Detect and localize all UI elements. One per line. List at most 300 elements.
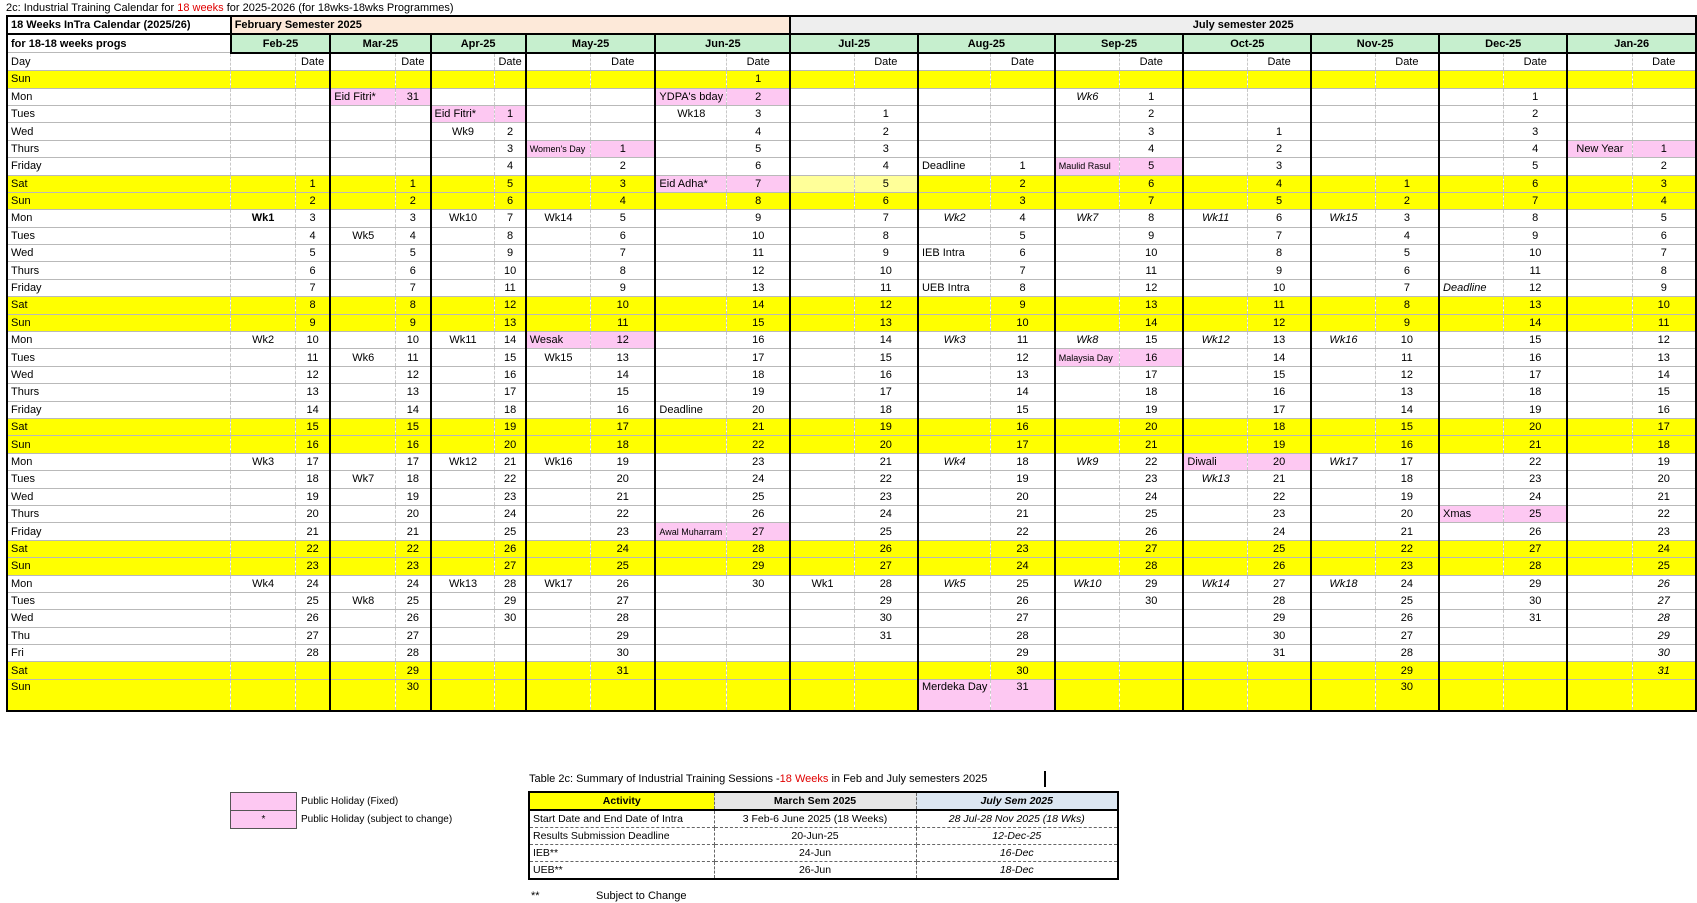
note-cell <box>1311 88 1375 105</box>
note-cell <box>1439 575 1504 592</box>
note-cell <box>1311 662 1375 679</box>
note-cell <box>1311 227 1375 244</box>
date-cell: 28 <box>495 575 526 592</box>
calendar-row <box>7 227 1696 244</box>
holiday-label: Wesak <box>526 332 591 349</box>
date-cell: 15 <box>1247 366 1311 383</box>
note-cell <box>1183 175 1247 192</box>
note-cell <box>1567 627 1632 644</box>
note-cell <box>918 227 991 244</box>
calendar-row <box>7 192 1696 209</box>
note-cell <box>1567 679 1632 711</box>
summary-activity: Results Submission Deadline <box>529 828 714 845</box>
note-cell <box>655 488 726 505</box>
note-cell <box>1311 610 1375 627</box>
date-cell: 3 <box>591 175 656 192</box>
footnote-text: Subject to Change <box>596 890 687 902</box>
note-cell <box>1055 314 1120 331</box>
date-cell: 23 <box>1247 505 1311 522</box>
note-cell <box>431 227 495 244</box>
date-cell: 19 <box>591 453 656 470</box>
date-cell: 9 <box>1504 227 1568 244</box>
note-cell <box>330 540 395 557</box>
note-cell <box>918 297 991 314</box>
footnote <box>531 890 687 902</box>
day-name: Tues <box>7 227 231 244</box>
date-cell <box>1504 662 1568 679</box>
note-cell <box>1439 210 1504 227</box>
date-cell <box>1375 158 1439 175</box>
note-cell <box>1311 523 1375 540</box>
holiday-label: Malaysia Day <box>1055 349 1120 366</box>
date-cell: 27 <box>1632 592 1696 609</box>
date-column-label: Date <box>1247 53 1311 71</box>
note-cell <box>231 297 296 314</box>
note-cell: IEB Intra <box>918 245 991 262</box>
day-name: Thurs <box>7 505 231 522</box>
month-header: Sep-25 <box>1055 34 1184 52</box>
note-cell <box>1183 418 1247 435</box>
day-name: Friday <box>7 279 231 296</box>
day-name: Sat <box>7 175 231 192</box>
date-cell: 7 <box>1632 245 1696 262</box>
date-cell: 16 <box>854 366 918 383</box>
date-cell: 12 <box>727 262 791 279</box>
date-cell: 12 <box>591 332 656 349</box>
date-cell: 1 <box>495 105 526 122</box>
date-cell: 2 <box>295 192 330 209</box>
date-cell: 17 <box>727 349 791 366</box>
note-cell <box>330 210 395 227</box>
week-label: Wk13 <box>431 575 495 592</box>
note-cell <box>918 123 991 140</box>
date-cell: 20 <box>1120 418 1184 435</box>
note-cell <box>1055 245 1120 262</box>
month-header-row <box>7 34 1696 52</box>
week-label: Wk3 <box>918 332 991 349</box>
note-cell <box>1311 175 1375 192</box>
date-cell: 30 <box>1504 592 1568 609</box>
note-cell <box>1439 349 1504 366</box>
day-name: Wed <box>7 123 231 140</box>
summary-header-activity: Activity <box>529 792 714 810</box>
note-cell <box>1183 123 1247 140</box>
note-cell <box>1439 610 1504 627</box>
date-cell: 24 <box>396 575 431 592</box>
note-cell <box>431 245 495 262</box>
note-cell <box>526 610 591 627</box>
note-cell <box>790 297 854 314</box>
calendar-row <box>7 384 1696 401</box>
note-cell <box>1439 679 1504 711</box>
week-label: Wk3 <box>231 453 296 470</box>
date-cell: 5 <box>854 175 918 192</box>
month-header: Jan-26 <box>1567 34 1696 52</box>
note-cell <box>526 105 591 122</box>
note-cell <box>1439 471 1504 488</box>
date-cell: 28 <box>991 627 1055 644</box>
note-cell <box>1311 436 1375 453</box>
note-cell <box>1567 88 1632 105</box>
date-cell: 29 <box>1504 575 1568 592</box>
date-cell <box>991 71 1055 88</box>
date-cell: 16 <box>1504 349 1568 366</box>
holiday-label: New Year <box>1567 140 1632 157</box>
date-cell: 25 <box>727 488 791 505</box>
note-cell <box>231 88 296 105</box>
legend-swatch-change: * <box>231 811 297 829</box>
week-label: Wk18 <box>1311 575 1375 592</box>
note-cell <box>655 453 726 470</box>
note-cell <box>1567 192 1632 209</box>
note-cell <box>655 592 726 609</box>
note-cell <box>655 662 726 679</box>
note-cell <box>790 610 854 627</box>
note-cell <box>431 645 495 662</box>
date-cell: 21 <box>1120 436 1184 453</box>
summary-july-value: 12-Dec-25 <box>916 828 1118 845</box>
date-cell: 4 <box>591 192 656 209</box>
date-cell: 14 <box>1632 366 1696 383</box>
note-cell <box>1567 610 1632 627</box>
date-cell <box>1120 679 1184 711</box>
date-cell: 7 <box>495 210 526 227</box>
calendar-row <box>7 262 1696 279</box>
note-cell <box>1439 245 1504 262</box>
date-cell: 8 <box>1504 210 1568 227</box>
date-column-label: Date <box>854 53 918 71</box>
note-cell <box>1567 505 1632 522</box>
date-cell: 1 <box>1375 175 1439 192</box>
date-cell: 25 <box>1504 505 1568 522</box>
note-cell <box>655 575 726 592</box>
date-cell: 3 <box>727 105 791 122</box>
note-cell <box>1311 262 1375 279</box>
note-cell <box>655 123 726 140</box>
date-cell: 18 <box>591 436 656 453</box>
note-cell <box>526 297 591 314</box>
date-cell: 21 <box>495 453 526 470</box>
note-cell <box>655 505 726 522</box>
note-cell <box>1055 384 1120 401</box>
note-cell <box>655 627 726 644</box>
note-cell <box>655 418 726 435</box>
date-cell: 8 <box>991 279 1055 296</box>
note-cell <box>330 297 395 314</box>
note-cell <box>231 505 296 522</box>
date-cell: 9 <box>1375 314 1439 331</box>
note-cell <box>1183 505 1247 522</box>
note-cell <box>655 349 726 366</box>
note-cell <box>431 627 495 644</box>
note-cell <box>1567 592 1632 609</box>
week-column-label <box>330 53 395 71</box>
note-cell <box>1055 627 1120 644</box>
date-cell: 1 <box>396 175 431 192</box>
note-cell: UEB Intra <box>918 279 991 296</box>
date-cell: 26 <box>591 575 656 592</box>
date-cell: 2 <box>854 123 918 140</box>
date-cell: 16 <box>591 401 656 418</box>
date-cell: 21 <box>1247 471 1311 488</box>
week-label: Wk6 <box>330 349 395 366</box>
summary-table <box>528 791 1119 880</box>
note-cell <box>1439 297 1504 314</box>
note-cell <box>1439 453 1504 470</box>
date-cell: 24 <box>1247 523 1311 540</box>
date-cell: 6 <box>396 262 431 279</box>
date-cell: 13 <box>396 384 431 401</box>
note-cell <box>431 401 495 418</box>
note-cell <box>231 123 296 140</box>
day-name: Mon <box>7 88 231 105</box>
calendar-row <box>7 123 1696 140</box>
note-cell <box>431 297 495 314</box>
date-column-label: Date <box>1120 53 1184 71</box>
day-name: Sun <box>7 436 231 453</box>
date-cell <box>1120 662 1184 679</box>
date-cell: 20 <box>854 436 918 453</box>
date-cell <box>396 140 431 157</box>
date-cell: 9 <box>1632 279 1696 296</box>
note-cell <box>1439 540 1504 557</box>
week-label: Wk1 <box>231 210 296 227</box>
date-cell <box>1504 645 1568 662</box>
note-cell <box>1567 262 1632 279</box>
calendar-row <box>7 679 1696 711</box>
date-cell: 11 <box>727 245 791 262</box>
date-cell: 9 <box>591 279 656 296</box>
date-cell: 1 <box>1120 88 1184 105</box>
date-cell: 22 <box>591 505 656 522</box>
date-cell: 9 <box>396 314 431 331</box>
note-cell <box>1311 488 1375 505</box>
calendar-row <box>7 332 1696 349</box>
date-cell: 18 <box>495 401 526 418</box>
date-cell <box>727 679 791 711</box>
day-column-label: Day <box>7 53 231 71</box>
note-cell <box>1439 123 1504 140</box>
date-cell <box>991 140 1055 157</box>
date-cell: 11 <box>295 349 330 366</box>
date-cell: 22 <box>1120 453 1184 470</box>
date-cell: 23 <box>591 523 656 540</box>
date-cell: 5 <box>991 227 1055 244</box>
date-cell: 24 <box>1375 575 1439 592</box>
note-cell <box>1567 175 1632 192</box>
date-cell: 7 <box>854 210 918 227</box>
date-cell: 25 <box>1247 540 1311 557</box>
date-cell: 11 <box>591 314 656 331</box>
july-semester-label: July semester 2025 <box>790 16 1696 34</box>
note-cell <box>526 592 591 609</box>
note-cell <box>431 488 495 505</box>
note-cell <box>1311 245 1375 262</box>
note-cell <box>431 262 495 279</box>
week-label: Wk12 <box>431 453 495 470</box>
note-cell <box>1311 679 1375 711</box>
date-cell: 30 <box>396 679 431 711</box>
date-column-label: Date <box>591 53 656 71</box>
note-cell <box>655 262 726 279</box>
holiday-label: Diwali <box>1183 453 1247 470</box>
date-cell: 21 <box>295 523 330 540</box>
date-cell: 18 <box>1247 418 1311 435</box>
note-cell <box>1567 488 1632 505</box>
note-cell <box>1055 227 1120 244</box>
note-cell <box>431 366 495 383</box>
date-cell: 30 <box>991 662 1055 679</box>
date-cell: 4 <box>727 123 791 140</box>
note-cell <box>918 175 991 192</box>
note-cell <box>330 401 395 418</box>
date-cell <box>495 71 526 88</box>
week-column-label <box>918 53 991 71</box>
date-cell: 17 <box>396 453 431 470</box>
note-cell <box>1567 210 1632 227</box>
day-name: Sat <box>7 662 231 679</box>
date-cell: 26 <box>1120 523 1184 540</box>
note-cell <box>526 523 591 540</box>
date-cell <box>495 679 526 711</box>
note-cell <box>330 453 395 470</box>
summary-march-value: 20-Jun-25 <box>714 828 916 845</box>
week-label: Wk4 <box>231 575 296 592</box>
date-cell: 15 <box>495 349 526 366</box>
note-cell <box>231 175 296 192</box>
date-cell: 24 <box>295 575 330 592</box>
note-cell <box>526 314 591 331</box>
week-column-label <box>1311 53 1375 71</box>
date-cell: 28 <box>1120 558 1184 575</box>
calendar-row <box>7 297 1696 314</box>
date-cell: 4 <box>1120 140 1184 157</box>
date-cell: 13 <box>1375 384 1439 401</box>
date-cell: 14 <box>495 332 526 349</box>
note-cell <box>1183 105 1247 122</box>
month-header: Oct-25 <box>1183 34 1311 52</box>
date-cell: 14 <box>396 401 431 418</box>
month-header: Mar-25 <box>330 34 430 52</box>
week-label: Wk2 <box>918 210 991 227</box>
summary-july-value: 18-Dec <box>916 862 1118 880</box>
month-header: Jun-25 <box>655 34 790 52</box>
note-cell <box>330 158 395 175</box>
date-cell <box>1120 610 1184 627</box>
date-cell: 8 <box>495 227 526 244</box>
date-cell: 11 <box>1120 262 1184 279</box>
note-cell <box>1439 105 1504 122</box>
date-cell: 13 <box>854 314 918 331</box>
date-cell: 26 <box>1632 575 1696 592</box>
note-cell <box>655 314 726 331</box>
date-cell: 5 <box>727 140 791 157</box>
note-cell <box>330 314 395 331</box>
note-cell <box>1311 471 1375 488</box>
calendar-row <box>7 662 1696 679</box>
date-cell: 10 <box>1120 245 1184 262</box>
note-cell <box>790 627 854 644</box>
date-cell: 19 <box>1375 488 1439 505</box>
note-cell <box>231 679 296 711</box>
summary-march-value: 3 Feb-6 June 2025 (18 Weeks) <box>714 810 916 828</box>
date-cell: 20 <box>591 471 656 488</box>
week-label: Wk8 <box>1055 332 1120 349</box>
note-cell <box>1311 297 1375 314</box>
date-cell: 23 <box>1120 471 1184 488</box>
date-cell <box>1375 105 1439 122</box>
note-cell <box>1183 227 1247 244</box>
date-cell: 1 <box>991 158 1055 175</box>
holiday-label: YDPA's bday <box>655 88 726 105</box>
note-cell <box>1567 71 1632 88</box>
date-cell: 29 <box>396 662 431 679</box>
date-cell <box>295 88 330 105</box>
date-cell <box>854 679 918 711</box>
summary-header-march: March Sem 2025 <box>714 792 916 810</box>
note-cell <box>1055 592 1120 609</box>
date-cell: 29 <box>854 592 918 609</box>
note-cell <box>655 366 726 383</box>
holiday-label: Women's Day <box>526 140 591 157</box>
date-cell <box>591 105 656 122</box>
date-cell: 8 <box>396 297 431 314</box>
date-cell: 27 <box>295 627 330 644</box>
date-cell: 17 <box>1632 418 1696 435</box>
date-cell <box>295 140 330 157</box>
note-cell <box>790 679 854 711</box>
date-cell: 18 <box>1375 471 1439 488</box>
date-cell: 2 <box>591 158 656 175</box>
date-cell: 21 <box>854 453 918 470</box>
note-cell <box>1055 366 1120 383</box>
note-cell <box>526 558 591 575</box>
note-cell <box>655 558 726 575</box>
date-cell: 18 <box>854 401 918 418</box>
day-name: Friday <box>7 401 231 418</box>
date-cell: 17 <box>1247 401 1311 418</box>
note-cell <box>330 140 395 157</box>
note-cell <box>790 366 854 383</box>
date-cell: 28 <box>396 645 431 662</box>
date-cell <box>396 105 431 122</box>
date-cell: 20 <box>295 505 330 522</box>
month-header: Nov-25 <box>1311 34 1439 52</box>
note-cell <box>1055 105 1120 122</box>
note-cell <box>231 558 296 575</box>
date-cell: 31 <box>1632 662 1696 679</box>
date-cell: 17 <box>991 436 1055 453</box>
date-cell <box>295 679 330 711</box>
week-label: Wk11 <box>431 332 495 349</box>
note-cell <box>1183 192 1247 209</box>
note-cell <box>231 627 296 644</box>
day-name: Mon <box>7 210 231 227</box>
note-cell <box>655 245 726 262</box>
date-cell: 28 <box>1504 558 1568 575</box>
note-cell <box>526 123 591 140</box>
day-name: Thurs <box>7 140 231 157</box>
note-cell <box>231 662 296 679</box>
footnote-mark: ** <box>531 890 540 902</box>
note-cell <box>1567 227 1632 244</box>
summary-row <box>529 845 1118 862</box>
month-header: May-25 <box>526 34 656 52</box>
date-cell: 31 <box>396 88 431 105</box>
note-cell <box>1567 332 1632 349</box>
date-cell <box>1632 105 1696 122</box>
note-cell <box>1311 314 1375 331</box>
